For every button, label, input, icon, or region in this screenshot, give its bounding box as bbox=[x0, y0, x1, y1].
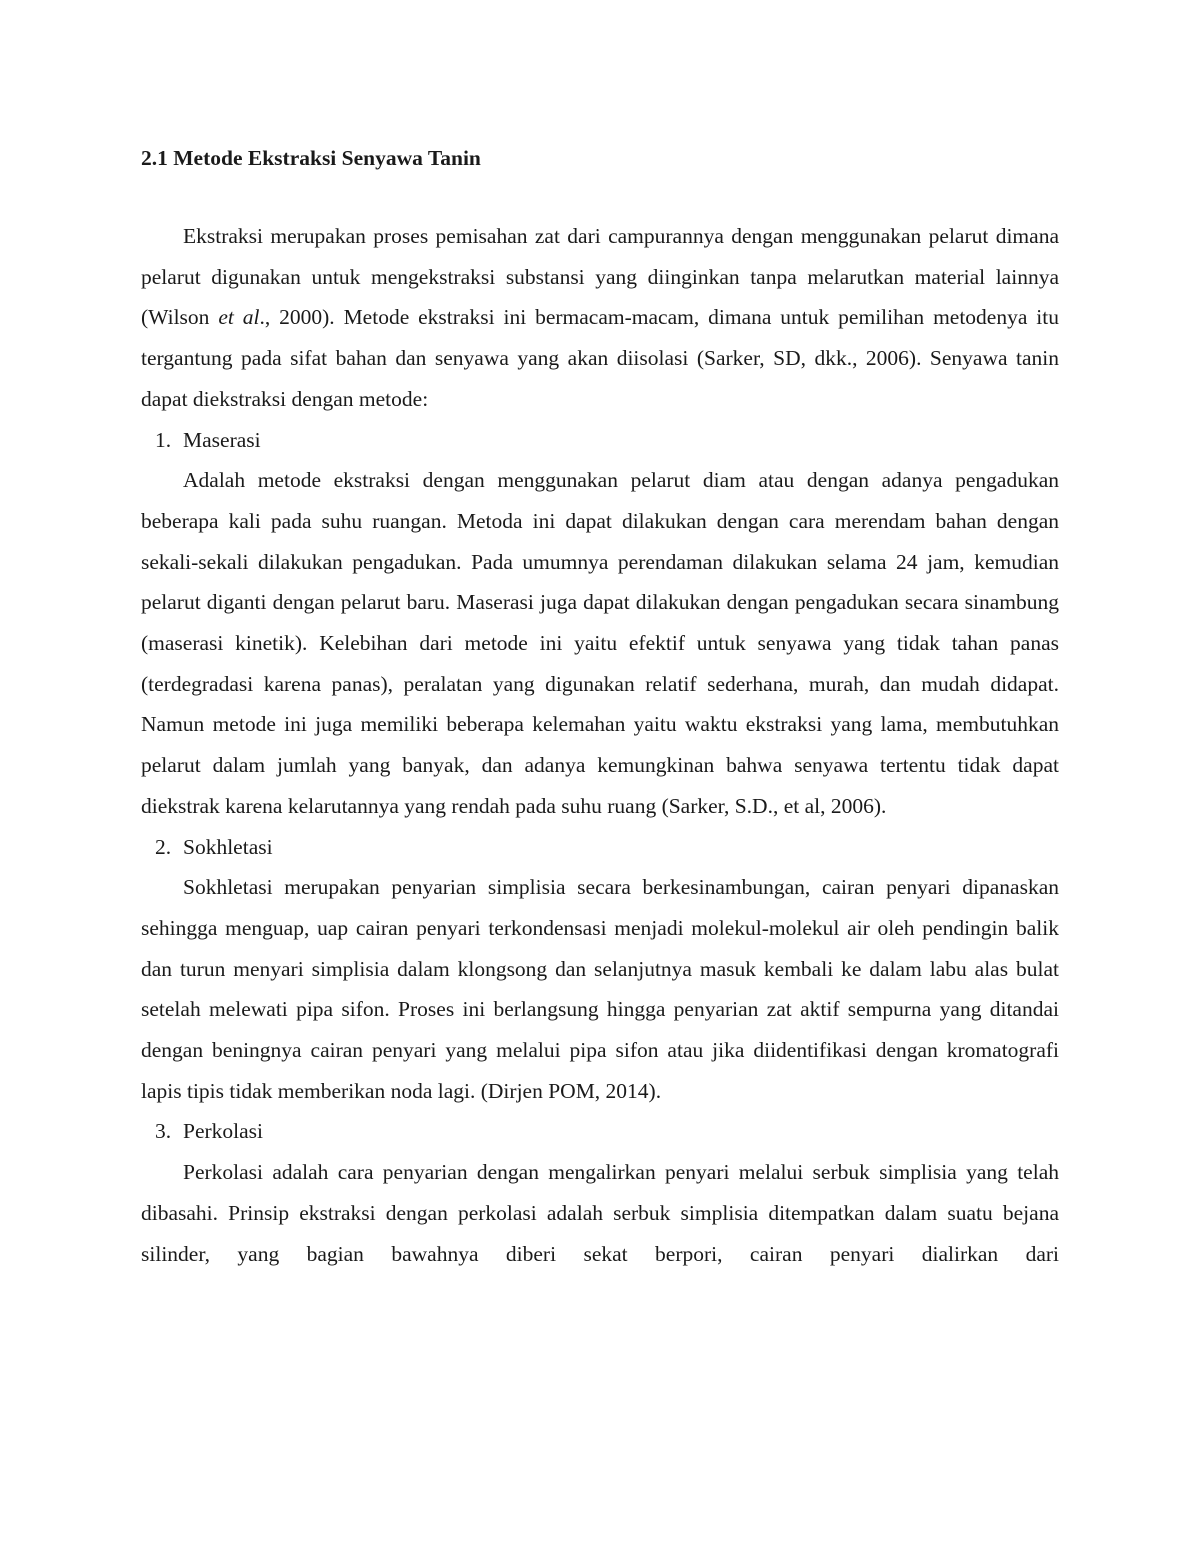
method-number: 1. bbox=[155, 427, 172, 452]
method-paragraph-perkolasi: Perkolasi adalah cara penyarian dengan mengalirkan penyari melalui serbuk simplisia yang telah dibasahi. Prinsip ekstraksi dengan perkolasi adalah serbuk simplisia ditempatkan dalam suatu bejana silinder, yang bagian bawahnya diberi sekat berpori, cairan penyari dialirkan dari bbox=[141, 1160, 1059, 1266]
method-paragraph-maserasi: Adalah metode ekstraksi dengan menggunakan pelarut diam atau dengan adanya pengadukan beberapa kali pada suhu ruangan. Metoda ini dapat dilakukan dengan cara merendam bahan dengan sekali-sekali dilakukan pengadukan. Pada umumnya perendaman dilakukan selama 24 jam, kemudian pelarut diganti dengan pelarut baru. Maserasi juga dapat dilakukan dengan pengadukan secara sinambung (maserasi kinetik). Kelebihan dari metode ini yaitu efektif untuk senyawa yang tidak tahan panas (terdegradasi karena panas), peralatan yang digunakan relatif sederhana, murah, dan mudah didapat. Namun metode ini juga memiliki beberapa kelemahan yaitu waktu ekstraksi yang lama, membutuhkan pelarut dalam jumlah yang banyak, dan adanya kemungkinan bahwa senyawa tertentu tidak dapat diekstrak karena kelarutannya yang rendah pada suhu ruang (Sarker, S.D., et al, 2006). bbox=[141, 468, 1059, 818]
section-heading: 2.1 Metode Ekstraksi Senyawa Tanin bbox=[141, 146, 481, 170]
intro-text-part2: ., 2000). Metode ekstraksi ini bermacam-macam, dimana untuk pemilihan metodenya itu tergantung pada sifat bahan dan senyawa yang akan diisolasi (Sarker, SD, dkk., 2006). Senyawa tanin dapat diekstraksi dengan metode: bbox=[141, 305, 1059, 411]
intro-text-part1: Ekstraksi merupakan proses pemisahan zat dari campurannya dengan menggunakan pelarut dimana pelarut digunakan untuk mengekstraksi substansi yang diinginkan tanpa melarutkan material lainnya (Wilson bbox=[141, 224, 1059, 330]
method-number: 2. bbox=[155, 834, 172, 859]
intro-et-al: et al bbox=[218, 305, 260, 330]
method-item-sokhletasi bbox=[141, 827, 1059, 868]
method-title: Perkolasi bbox=[183, 1119, 264, 1144]
method-title: Maserasi bbox=[183, 427, 261, 452]
intro-paragraph bbox=[141, 216, 1059, 420]
method-item-perkolasi bbox=[141, 1111, 1059, 1152]
method-paragraph-sokhletasi: Sokhletasi merupakan penyarian simplisia secara berkesinambungan, cairan penyari dipanaskan sehingga menguap, uap cairan penyari terkondensasi menjadi molekul-molekul air oleh pendingin balik dan turun menyari simplisia dalam klongsong dan selanjutnya masuk kembali ke dalam labu alas bulat setelah melewati pipa sifon. Proses ini berlangsung hingga penyarian zat aktif sempurna yang ditandai dengan beningnya cairan penyari yang melalui pipa sifon atau jika diidentifikasi dengan kromatografi lapis tipis tidak memberikan noda lagi. (Dirjen POM, 2014). bbox=[141, 875, 1059, 1103]
method-number: 3. bbox=[155, 1119, 172, 1144]
page-content bbox=[141, 140, 1059, 1274]
method-title: Sokhletasi bbox=[183, 834, 273, 859]
method-item-maserasi bbox=[141, 420, 1059, 461]
